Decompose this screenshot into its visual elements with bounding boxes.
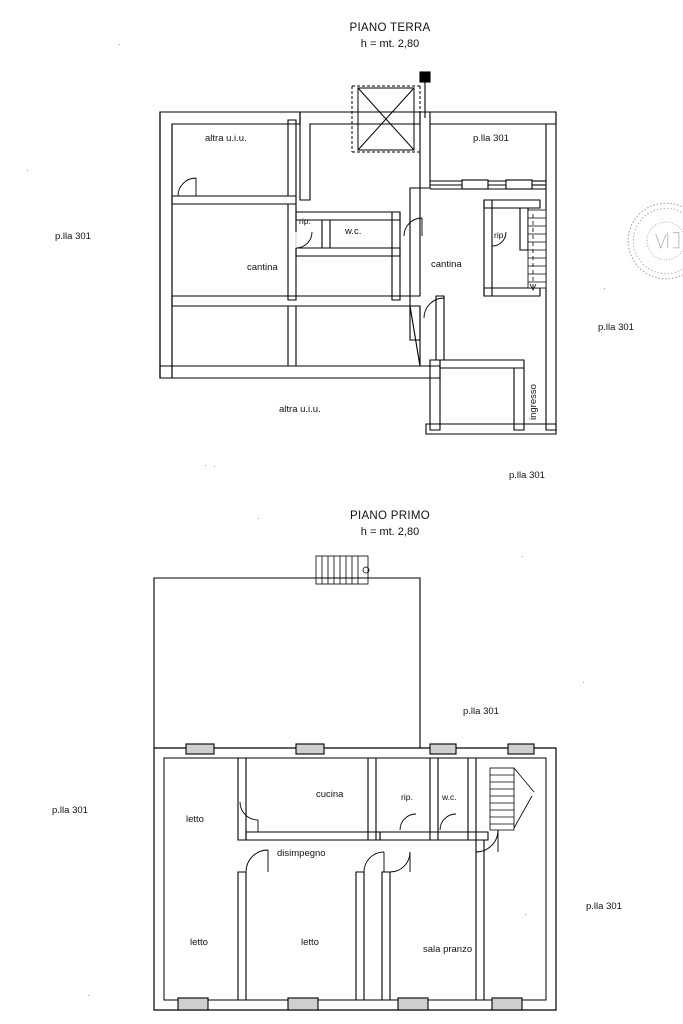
room-label-ingresso: ingresso [528, 384, 539, 420]
scan-speck [88, 995, 89, 996]
room-label-sala-pranzo: sala pranzo [423, 944, 473, 955]
parcel-label-gf-topright: p.lla 301 [473, 133, 509, 144]
room-label-cantina-1: cantina [247, 262, 278, 273]
parcel-label-gf-right: p.lla 301 [598, 322, 634, 333]
piano-terra-height: h = mt. 2,80 [360, 38, 420, 50]
piano-primo-title: PIANO PRIMO [350, 510, 430, 522]
scan-speck [604, 288, 605, 289]
scan-speck [27, 170, 28, 171]
scan-speck [258, 518, 259, 519]
piano-primo-height: h = mt. 2,80 [360, 526, 420, 538]
piano-terra-title: PIANO TERRA [349, 22, 431, 34]
scan-speck [525, 914, 526, 915]
room-label-altra-uiu-1: altra u.i.u. [205, 133, 247, 144]
parcel-label-gf-left: p.lla 301 [55, 231, 91, 242]
scan-speck [214, 466, 215, 467]
room-label-rip-3: rip. [401, 792, 413, 802]
room-label-cantina-2: cantina [431, 259, 462, 270]
parcel-label-ff-top: p.lla 301 [463, 706, 499, 717]
scan-speck [583, 682, 584, 683]
room-label-letto-1: letto [186, 814, 204, 825]
scan-speck [522, 556, 523, 557]
official-seal-stamp [623, 198, 683, 284]
parcel-label-gf-bottom: p.lla 301 [509, 470, 545, 481]
room-label-wc-1: w.c. [345, 226, 362, 237]
room-label-letto-3: letto [301, 937, 319, 948]
room-label-cucina: cucina [316, 789, 344, 800]
scan-speck [119, 44, 120, 45]
parcel-label-ff-right: p.lla 301 [586, 901, 622, 912]
parcel-label-ff-left: p.lla 301 [52, 805, 88, 816]
room-label-rip-2: rip. [494, 230, 506, 240]
room-label-disimpegno: disimpegno [277, 848, 326, 859]
room-label-altra-uiu-2: altra u.i.u. [279, 404, 321, 415]
room-label-wc-2: w.c. [442, 792, 457, 802]
scan-speck [205, 465, 206, 466]
room-label-letto-2: letto [190, 937, 208, 948]
room-label-rip-1: rip. [299, 216, 311, 226]
